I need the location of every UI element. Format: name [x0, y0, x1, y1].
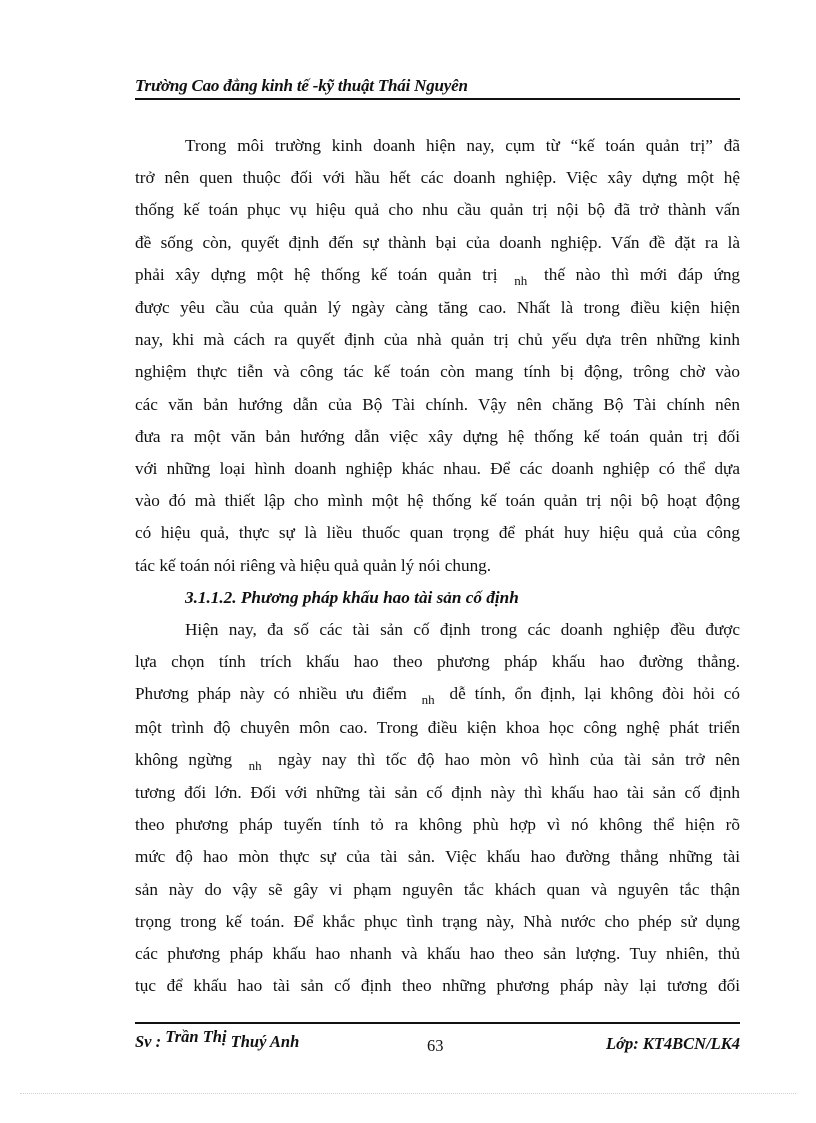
line-part: dễ tính, ổn định, lại không đòi hỏi có — [449, 684, 740, 704]
paragraph-line: tương đối lớn. Đối với những tài sản cố định này thì khấu hao tài sản cố định — [135, 783, 740, 803]
ocr-fragment: nh — [248, 757, 262, 773]
ocr-fragment: nh — [421, 692, 435, 708]
paragraph-line: tục để khấu hao tài sản cố định theo những phương pháp này lại tương đối — [135, 976, 740, 996]
paragraph-line: trọng trong kế toán. Để khắc phục tình trạng này, Nhà nước cho phép sử dụng — [135, 911, 740, 931]
student-name-raised: Trần Thị — [165, 1027, 227, 1046]
header-title: Trường Cao đẳng kinh tế -kỹ thuật Thái Nguyên — [135, 76, 468, 95]
student-prefix: Sv : — [135, 1032, 166, 1051]
line-part: Phương pháp này có nhiều ưu điểm — [135, 684, 407, 704]
page-footer — [135, 1022, 740, 1058]
line-part: ngày nay thì tốc độ hao mòn vô hình của tài sản trở nên — [278, 749, 741, 769]
page-number: 63 — [427, 1036, 444, 1055]
section-heading: 3.1.1.2. Phương pháp khấu hao tài sản cố định — [185, 587, 519, 607]
paragraph-line: tác kế toán nói riêng và hiệu quả quản lý nói chung. — [135, 555, 492, 575]
paragraph-line: Hiện nay, đa số các tài sản cố định trong các doanh nghiệp đều được — [185, 620, 740, 640]
paragraph-line: mức độ hao mòn thực sự của tài sản. Việc khấu hao đường thẳng những tài — [135, 847, 740, 867]
paragraph-line: đề sống còn, quyết định đến sự thành bại của doanh nghiệp. Vấn đề đặt ra là — [135, 232, 740, 252]
paragraph-line: theo phương pháp tuyến tính tỏ ra không phù hợp vì nó không thể hiện rõ — [135, 815, 740, 835]
line-part: phải xây dựng một hệ thống kế toán quản trị — [135, 264, 498, 284]
paragraph-line: Trong môi trường kinh doanh hiện nay, cụm từ “kế toán quản trị” đã — [185, 136, 740, 155]
paragraph-line — [135, 259, 740, 292]
paragraph-line: sản này do vậy sẽ gây vi phạm nguyên tắc khách quan và nguyên tắc thận — [135, 879, 740, 899]
page-header — [135, 76, 740, 100]
paragraph-line — [135, 744, 740, 777]
document-body — [135, 130, 740, 1002]
paragraph-line — [135, 678, 740, 711]
paragraph-line: nghiệm thực tiễn và công tác kế toán còn mang tính bị động, trông chờ vào — [135, 362, 740, 382]
paragraph-line: trở nên quen thuộc đối với hầu hết các doanh nghiệp. Việc xây dựng một hệ — [135, 168, 740, 188]
paragraph-line: với những loại hình doanh nghiệp khác nhau. Để các doanh nghiệp có thể dựa — [135, 459, 740, 479]
student-name-rest: Thuý Anh — [226, 1032, 300, 1051]
paragraph-line: đưa ra một văn bản hướng dẫn việc xây dựng hệ thống kế toán quản trị đối — [135, 426, 740, 446]
paragraph-line: các phương pháp khấu hao nhanh và khấu hao theo sản lượng. Tuy nhiên, thủ — [135, 944, 740, 964]
line-part: không ngừng — [135, 749, 233, 769]
paragraph-line: được yêu cầu của quản lý ngày càng tăng cao. Nhất là trong điều kiện hiện — [135, 298, 740, 318]
paragraph-line: một trình độ chuyên môn cao. Trong điều kiện khoa học công nghệ phát triển — [135, 717, 740, 737]
paragraph-line: thống kế toán phục vụ hiệu quả cho nhu cầu quản trị nội bộ đã trở thành vấn — [135, 200, 740, 220]
line-part: thế nào thì mới đáp ứng — [543, 264, 741, 284]
paragraph-line: có hiệu quả, thực sự là liều thuốc quan trọng để phát huy hiệu quả của công — [135, 523, 740, 543]
ocr-fragment: nh — [514, 272, 528, 288]
paragraph-line: vào đó mà thiết lập cho mình một hệ thống kế toán quản trị nội bộ hoạt động — [135, 491, 740, 511]
class-label: Lớp: KT4BCN/LK4 — [606, 1034, 740, 1053]
paragraph-line: lựa chọn tính trích khấu hao theo phương pháp khấu hao đường thẳng. — [135, 652, 740, 672]
paragraph-line: nay, khi mà cách ra quyết định của nhà quản trị chủ yếu dựa trên những kinh — [135, 330, 740, 350]
page-edge-divider — [20, 1093, 796, 1094]
paragraph-line: các văn bản hướng dẫn của Bộ Tài chính. Vậy nên chăng Bộ Tài chính nên — [135, 394, 740, 414]
student-name — [135, 1027, 300, 1052]
